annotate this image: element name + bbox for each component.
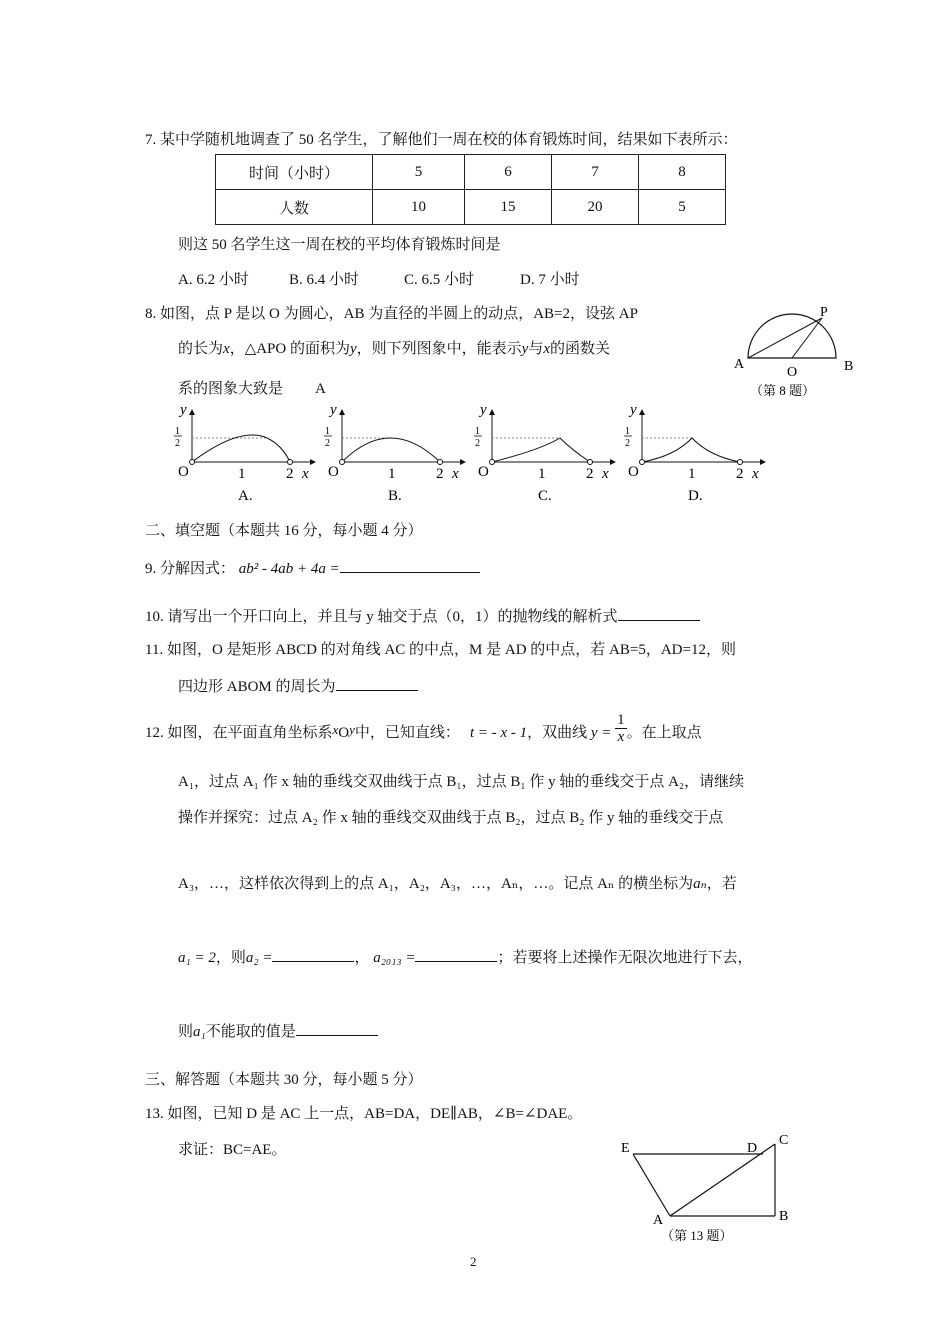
section-2-heading: 二、填空题（本题共 16 分，每小题 4 分） (145, 523, 423, 539)
q7-option-d: D. 7 小时 (520, 272, 580, 288)
q12-text: A₃，…，这样依次得到上的点 A₁，A₂，A₃，…，Aₙ，…。记点 Aₙ 的横坐标为 (178, 876, 694, 892)
q9-prefix: 9. 分解因式： (145, 561, 236, 577)
q12-line2: A₁，过点 A₁ 作 x 轴的垂线交双曲线于点 B₁，过点 B₁ 作 y 轴的垂线交于点 A₂，请继续 (178, 774, 745, 790)
q12-line3: 操作并探究：过点 A₂ 作 x 轴的垂线交双曲线于点 B₂，过点 B₂ 作 y 轴的垂线交于点 (178, 810, 724, 826)
q8-text: 系的图象大致是 (178, 381, 284, 397)
q12-text: 中，已知直线： (354, 725, 460, 741)
q12-text: 。在上取点 (626, 725, 702, 741)
page-number: 2 (470, 1254, 477, 1269)
q12-line4 (178, 872, 737, 893)
tick-2: 2 (436, 466, 444, 482)
open-point (438, 460, 443, 465)
q11-line2 (178, 675, 418, 696)
curve (492, 438, 590, 462)
figure-caption: （第 13 题） (661, 1228, 733, 1243)
table-cell: 7 (552, 155, 639, 190)
chord-ap (748, 318, 822, 358)
label-b: B (779, 1209, 789, 1224)
table-header-hours: 时间（小时） (216, 155, 373, 190)
half-num: 1 (475, 426, 480, 437)
coord-o: O (338, 725, 350, 741)
figure-caption: （第 8 题） (750, 383, 816, 398)
q13-line2: 求证：BC=AE。 (178, 1142, 287, 1158)
q8-text: 与 (528, 341, 544, 357)
fraction-numerator: 1 (617, 712, 625, 729)
open-point (640, 460, 645, 465)
open-point (288, 460, 293, 465)
q8-answer: A (315, 381, 326, 397)
q12-line5: a₁ = 2，则a₂ = ， a₂₀₁₃ = ；若要将上述操作无限次地进行下去， (178, 946, 752, 967)
tick-1: 1 (688, 466, 696, 482)
a1-label: a₁ (193, 1024, 206, 1040)
origin-label: O (328, 464, 339, 480)
q9-expression: ab² - 4ab + 4a = (238, 561, 340, 577)
q12-text: 则 (178, 1024, 194, 1040)
var-y: y (521, 341, 529, 357)
a-n: aₙ (693, 876, 707, 892)
q12-text: ，双曲线 (527, 725, 588, 741)
half-num: 1 (175, 426, 180, 437)
origin-label: O (178, 464, 189, 480)
table-row (216, 155, 726, 190)
answer-blank (340, 558, 480, 573)
x-label: x (302, 466, 309, 482)
radius-op (792, 318, 822, 358)
q13-figure (615, 1128, 805, 1248)
y-label: y (330, 402, 337, 418)
label-d: D (747, 1141, 758, 1156)
option-label-a: A. (238, 488, 253, 504)
coord-y: y (349, 722, 355, 737)
q7-option-a: A. 6.2 小时 (178, 272, 249, 288)
open-point (490, 460, 495, 465)
table-cell: 5 (639, 190, 726, 225)
curve (342, 438, 440, 462)
answer-blank (618, 606, 700, 621)
table-cell: 8 (639, 155, 726, 190)
q12-text: ，若 (706, 876, 737, 892)
graph-a (174, 402, 315, 504)
label-p: P (820, 305, 828, 320)
origin-label: O (628, 464, 639, 480)
q7-stem: 7. 某中学随机地调查了 50 名学生，了解他们一周在校的体育锻炼时间，结果如下表所示： (145, 132, 738, 148)
half-den: 2 (325, 438, 330, 449)
label-a: A (653, 1213, 664, 1228)
option-label-b: B. (388, 488, 402, 504)
q8-line2 (178, 337, 610, 358)
q11-line1: 11. 如图，O 是矩形 ABCD 的对角线 AC 的中点，M 是 AD 的中点，若 AB=5，AD=12，则 (145, 642, 736, 658)
q8-line3 (178, 377, 326, 398)
label-b: B (844, 359, 854, 374)
q8-text: ，△APO 的面积为 (229, 341, 350, 357)
graph-d (624, 402, 765, 504)
label-a: A (734, 357, 745, 372)
q12-text: ，则 (215, 950, 246, 966)
half-num: 1 (625, 426, 630, 437)
table-cell: 5 (373, 155, 465, 190)
label-e: E (621, 1141, 630, 1156)
half-num: 1 (325, 426, 330, 437)
line-equation: t = - x - 1 (469, 725, 528, 741)
q11-text: 四边形 ABOM 的周长为 (178, 679, 336, 695)
tick-2: 2 (586, 466, 594, 482)
q10-text: 10. 请写出一个开口向上，并且与 y 轴交于点（0，1）的抛物线的解析式 (145, 609, 618, 625)
q12-line6 (178, 1020, 378, 1041)
answer-blank (415, 947, 497, 962)
answer-blank (336, 676, 418, 691)
open-point (190, 460, 195, 465)
answer-blank (296, 1021, 378, 1036)
q12-text: 12. 如图，在平面直角坐标系 (145, 725, 333, 741)
q8-graph-options (170, 398, 780, 508)
tick-1: 1 (388, 466, 396, 482)
x-label: x (452, 466, 459, 482)
answer-blank (272, 947, 354, 962)
tick-2: 2 (736, 466, 744, 482)
q7-table (215, 154, 726, 225)
y-label: y (180, 402, 187, 418)
q7-option-c: C. 6.5 小时 (404, 272, 475, 288)
table-header-count: 人数 (216, 190, 373, 225)
q13-line1: 13. 如图，已知 D 是 AC 上一点，AB=DA，DE∥AB，∠B=∠DAE。 (145, 1106, 583, 1122)
q12-line1 (145, 712, 702, 746)
coord-x: x (332, 722, 339, 737)
origin-label: O (478, 464, 489, 480)
open-point (738, 460, 743, 465)
half-den: 2 (175, 438, 180, 449)
a2013-label: a₂₀₁₃ = (373, 950, 416, 966)
section-3-heading: 三、解答题（本题共 30 分，每小题 5 分） (145, 1072, 423, 1088)
tick-1: 1 (538, 466, 546, 482)
open-point (588, 460, 593, 465)
q12-text: 不能取的值是 (205, 1024, 296, 1040)
var-x: x (543, 341, 551, 357)
q8-line1: 8. 如图，点 P 是以 O 为圆心，AB 为直径的半圆上的动点，AB=2，设弦 AP (145, 306, 638, 322)
q8-text: 的长为 (178, 341, 224, 357)
q12-text: ；若要将上述操作无限次地进行下去， (497, 950, 753, 966)
y-label: y (480, 402, 487, 418)
q9 (145, 557, 480, 578)
graph-b (324, 402, 465, 504)
graph-c (474, 402, 615, 504)
curve (642, 438, 740, 462)
a1-equation: a₁ = 2 (178, 950, 216, 966)
q7-option-b: B. 6.4 小时 (289, 272, 360, 288)
curve (192, 435, 290, 462)
option-label-c: C. (538, 488, 552, 504)
option-label-d: D. (688, 488, 703, 504)
table-cell: 20 (552, 190, 639, 225)
segment-ac (670, 1144, 775, 1216)
hyperbola-fraction (615, 712, 627, 745)
var-x: x (223, 341, 230, 357)
x-label: x (602, 466, 609, 482)
a2-label: a₂ = (245, 950, 273, 966)
label-c: C (779, 1133, 789, 1148)
table-cell: 6 (465, 155, 552, 190)
q8-text: 的函数关 (550, 341, 611, 357)
var-y: y (349, 341, 357, 357)
tick-1: 1 (238, 466, 246, 482)
x-label: x (752, 466, 759, 482)
y-label: y (630, 402, 637, 418)
label-o: O (787, 365, 798, 380)
tick-2: 2 (286, 466, 294, 482)
table-row (216, 190, 726, 225)
table-cell: 15 (465, 190, 552, 225)
q8-semicircle-figure (728, 300, 863, 400)
q8-text: ，则下列图象中，能表示 (356, 341, 522, 357)
hyperbola-lhs: y = (590, 725, 612, 741)
q7-question: 则这 50 名学生这一周在校的平均体育锻炼时间是 (178, 237, 501, 253)
open-point (340, 460, 345, 465)
table-cell: 10 (373, 190, 465, 225)
segment-ea (633, 1154, 670, 1216)
half-den: 2 (475, 438, 480, 449)
half-den: 2 (625, 438, 630, 449)
fraction-denominator: x (617, 729, 625, 746)
q10 (145, 605, 700, 626)
